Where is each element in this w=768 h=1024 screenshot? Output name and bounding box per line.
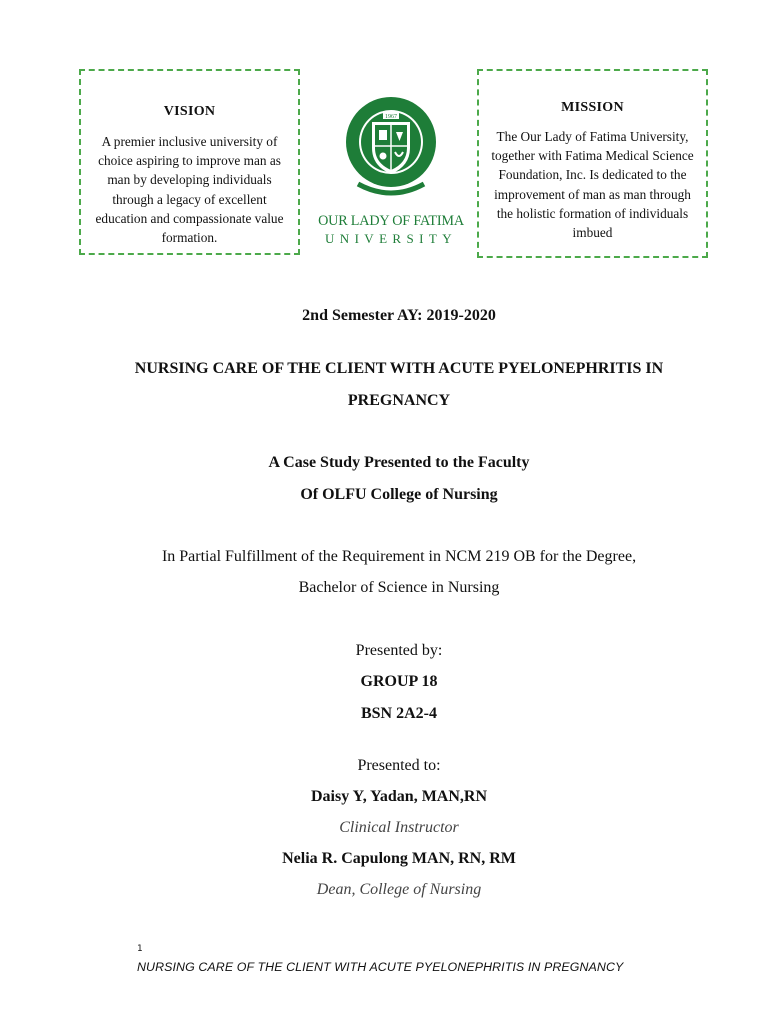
university-seal-icon: [344, 92, 438, 202]
title-line-1: NURSING CARE OF THE CLIENT WITH ACUTE PYELONEPHRITIS IN: [134, 360, 664, 377]
mission-box: [477, 69, 708, 258]
instructor-name: Daisy Y, Yadan, MAN,RN: [310, 788, 488, 805]
vision-heading: VISION: [163, 104, 216, 119]
vision-text: A premier inclusive university of choice aspiring to improve man as man by developing individuals through a legacy of excellent education and compassionate value formation.: [95, 134, 284, 246]
logo-year: 1967: [385, 114, 397, 120]
case-study-line-1: A Case Study Presented to the Faculty: [268, 454, 530, 471]
mission-heading: MISSION: [561, 100, 624, 115]
presented-by-label: Presented by:: [355, 642, 443, 659]
section-name: BSN 2A2-4: [360, 705, 437, 722]
university-logo: [318, 92, 464, 246]
logo-university-word: UNIVERSITY: [325, 231, 457, 246]
dean-role: Dean, College of Nursing: [316, 881, 482, 898]
semester: 2nd Semester AY: 2019-2020: [302, 307, 496, 324]
presented-to-label: Presented to:: [357, 757, 441, 774]
mission-text: The Our Lady of Fatima University, together with Fatima Medical Science Foundation, Inc. Is dedicated to the improvement of man as man through the holistic formation of individuals imbued: [491, 129, 694, 241]
title-line-2: PREGNANCY: [347, 392, 451, 409]
fulfillment-line-1: In Partial Fulfillment of the Requirement in NCM 219 OB for the Degree,: [161, 548, 637, 565]
running-footer-title: NURSING CARE OF THE CLIENT WITH ACUTE PYELONEPHRITIS IN PREGNANCY: [137, 960, 624, 974]
dean-name: Nelia R. Capulong MAN, RN, RM: [282, 850, 516, 867]
fulfillment-line-2: Bachelor of Science in Nursing: [298, 579, 500, 596]
group-name: GROUP 18: [360, 673, 438, 690]
vision-box: [79, 69, 300, 255]
page-number: 1: [137, 944, 143, 954]
case-study-line-2: Of OLFU College of Nursing: [300, 486, 498, 503]
logo-university-name: OUR LADY OF FATIMA: [318, 213, 464, 229]
instructor-role: Clinical Instructor: [339, 819, 459, 836]
